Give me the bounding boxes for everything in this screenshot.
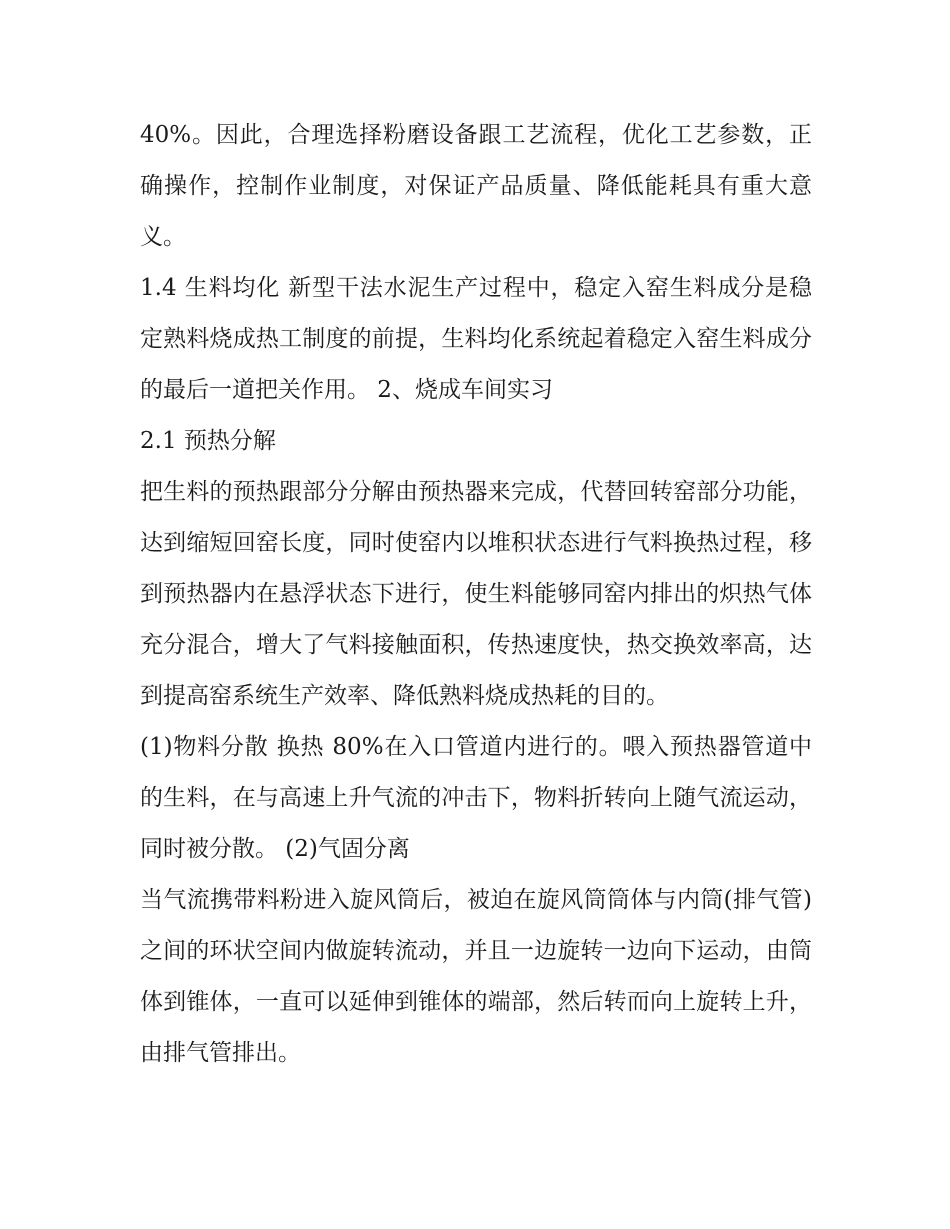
paragraph-material-dispersion: (1)物料分散 换热 80%在入口管道内进行的。喂入预热器管道中的生料，在与高速上升气流的冲击下，物料折转向上随气流运动，同时被分散。 (2)气固分离	[140, 734, 812, 862]
paragraph-preheating-description: 把生料的预热跟部分分解由预热器来完成，代替回转窑部分功能，达到缩短回窑长度，同时使窑内以堆积状态进行气料换热过程，移到预热器内在悬浮状态下进行，使生料能够同窑内排出的炽热气体充分混合，增大了气料接触面积，传热速度快，热交换效率高，达到提高窑系统生产效率、降低熟料烧成热耗的目的。	[140, 479, 812, 709]
paragraph-gas-solid-separation: 当气流携带料粉进入旋风筒后，被迫在旋风筒筒体与内筒(排气管)之间的环状空间内做旋转流动，并且一边旋转一边向下运动，由筒体到锥体，一直可以延伸到锥体的端部，然后转而向上旋转上升，由排气管排出。	[140, 887, 812, 1066]
paragraph-grinding-conclusion: 40%。因此，合理选择粉磨设备跟工艺流程，优化工艺参数，正确操作，控制作业制度，对保证产品质量、降低能耗具有重大意义。	[140, 122, 812, 250]
section-heading-preheating: 2.1 预热分解	[140, 428, 276, 454]
paragraph-raw-meal-homogenization: 1.4 生料均化 新型干法水泥生产过程中，稳定入窑生料成分是稳定熟料烧成热工制度的前提，生料均化系统起着稳定入窑生料成分的最后一道把关作用。 2、烧成车间实习	[140, 275, 812, 403]
document-page	[140, 110, 812, 1079]
